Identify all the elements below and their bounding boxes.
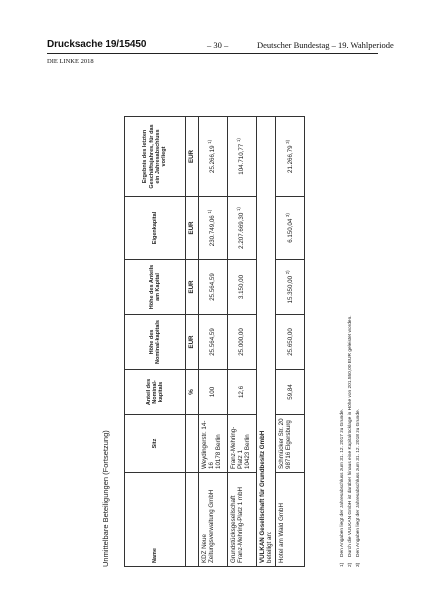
group-label-row <box>257 117 276 567</box>
footnote-ref: 3) <box>284 213 290 217</box>
unit-cell-empty <box>186 473 199 567</box>
col-header-name: Name <box>125 473 186 567</box>
cell-sitz: Franz-Mehring-Platz 1 10423 Berlin <box>228 415 257 473</box>
cell-sitz: Schmücker Str. 20 98716 Elgersburg <box>276 415 305 473</box>
cell-anteil: 100 <box>199 370 228 415</box>
col-header-hoehe-anteil: Höhe des Anteils am Kapital <box>125 260 186 315</box>
cell-name: Grundstücksgesellschaft Franz-Mehring-Platz 1 mbH <box>228 473 257 567</box>
institution-label: Deutscher Bundestag – 19. Wahlperiode <box>257 40 394 50</box>
table-unit-row <box>186 117 199 567</box>
footnote-ref: 2) <box>284 270 290 275</box>
col-header-eigenkapital: Eigenkapital <box>125 197 186 260</box>
table-row <box>199 117 228 567</box>
cell-hoehe-anteil: 25.564,59 <box>199 260 228 315</box>
section-title: Unmittelbare Beteiligungen (Fortsetzung) <box>101 430 110 567</box>
unit-hoehe-nominal: EUR <box>186 315 199 370</box>
footnote: 1)Den Angaben liegt der Jahresabschluss zum 31. 12. 2017 zu Grunde. <box>340 409 345 567</box>
table-row <box>228 117 257 567</box>
cell-hoehe-anteil: 15.350,00 $^{2)}$ <box>276 260 305 315</box>
footnote-ref: 1) <box>236 207 242 211</box>
cell-hoehe-nominal: 25.564,59 <box>199 315 228 370</box>
holdings-table <box>124 116 305 567</box>
page-number: – 30 – <box>207 40 229 50</box>
organization-label: DIE LINKE 2018 <box>47 58 94 65</box>
unit-ergebnis: EUR <box>186 117 199 197</box>
unit-eigenkapital: EUR <box>186 197 199 260</box>
footnote-ref: 1) <box>207 209 213 214</box>
cell-eigenkapital: 2.207.669,30 $^{1)}$ <box>228 197 257 260</box>
rotated-table-page <box>98 92 378 567</box>
cell-eigenkapital: 230.749,06 $^{1)}$ <box>199 197 228 260</box>
cell-ergebnis: 25.266,19 $^{1)}$ <box>199 117 228 197</box>
col-header-hoehe-nominal: Höhe des Nominal-kapitals <box>125 315 186 370</box>
unit-hoehe-anteil: EUR <box>186 260 199 315</box>
cell-name: Hotel am Wald GmbH <box>276 473 305 567</box>
footnote-ref: 3) <box>284 140 290 144</box>
footnote-ref: 1) <box>236 138 242 143</box>
footnote: 3)Den Angaben liegt der Jahresabschluss zum 31. 12. 2018 zu Grunde. <box>356 409 361 567</box>
cell-hoehe-anteil: 3.150,00 <box>228 260 257 315</box>
cell-ergebnis: 104.710,77 $^{1)}$ <box>228 117 257 197</box>
unit-cell-empty <box>186 415 199 473</box>
footnote: 2)Durch die VULKAN GmbH ist darüber hinaus eine Kapitalrücklage in Höhe von 201.550,00 EUR geleistet worden. <box>348 315 353 567</box>
col-header-ergebnis: Ergebnis des letzten Geschäftsjahres, für das ein Jahresabschluss vorliegt <box>125 117 186 197</box>
cell-hoehe-nominal: 25.000,00 <box>228 315 257 370</box>
col-header-anteil: Anteil des Nominal-kapitals <box>125 370 186 415</box>
cell-name: KDZ Neue Zeitungsverwaltung GmbH <box>199 473 228 567</box>
group-label: VULKAN Gesellschaft für Grundbesitz GmbH beteiligt an: <box>257 415 276 567</box>
cell-sitz: Weydingerstr. 14-16 10178 Berlin <box>199 415 228 473</box>
cell-anteil: 59,84 <box>276 370 305 415</box>
header-rule <box>47 53 378 54</box>
table-header-row <box>125 117 186 567</box>
group-label-empty <box>257 117 276 415</box>
footnote-ref: 1) <box>207 140 213 144</box>
unit-anteil: % <box>186 370 199 415</box>
cell-anteil: 12,6 <box>228 370 257 415</box>
col-header-sitz: Sitz <box>125 415 186 473</box>
page-header <box>0 39 424 53</box>
cell-hoehe-nominal: 25.650,00 <box>276 315 305 370</box>
cell-eigenkapital: 6.150,04 $^{3)}$ <box>276 197 305 260</box>
document-number: Drucksache 19/15450 <box>47 39 147 50</box>
table-row <box>276 117 305 567</box>
cell-ergebnis: 21.266,79 $^{3)}$ <box>276 117 305 197</box>
